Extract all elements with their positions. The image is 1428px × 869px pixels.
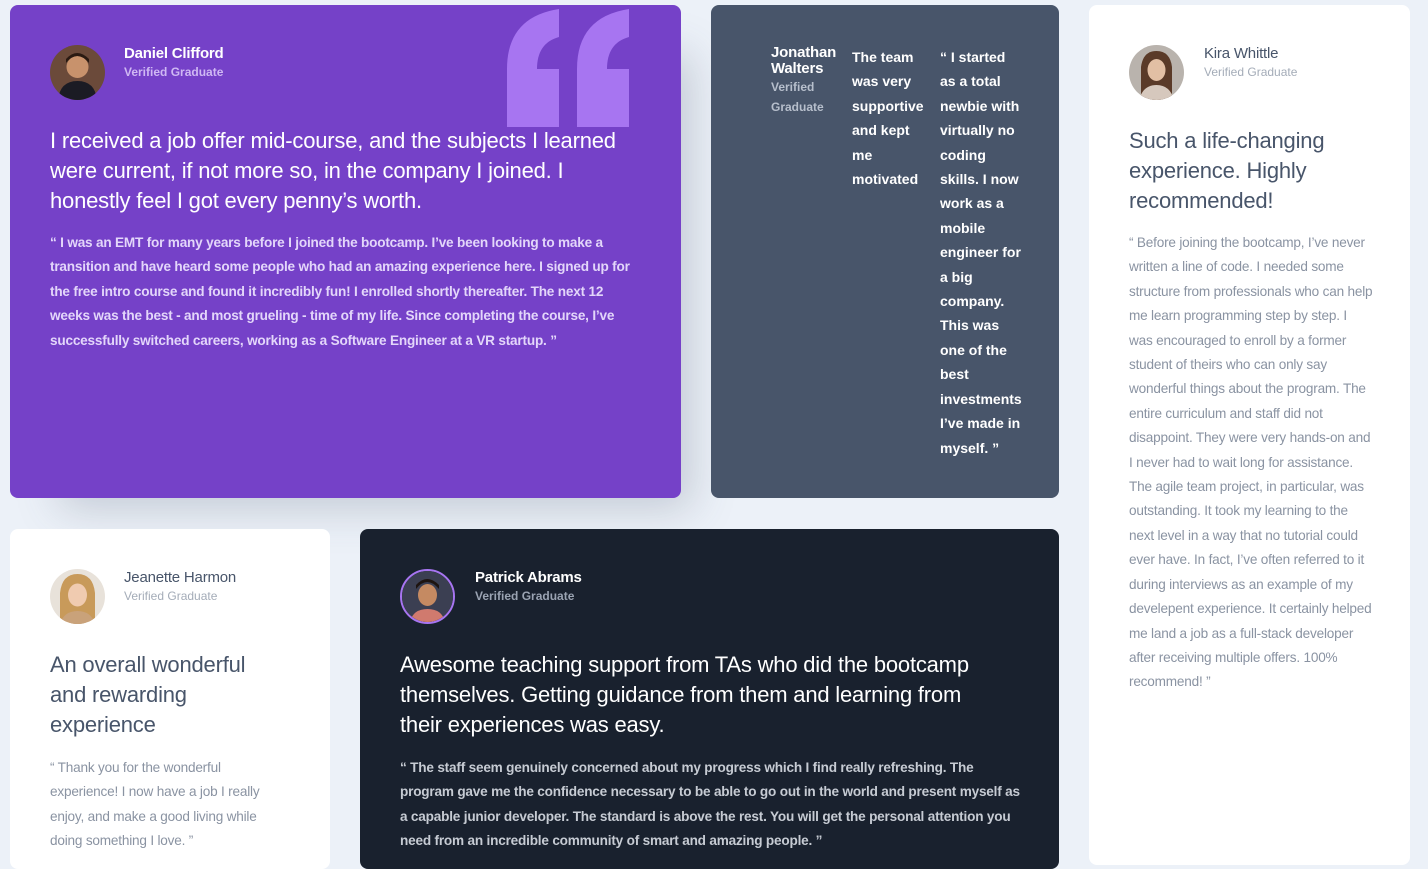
testimonial-headline: I received a job offer mid-course, and the subjects I learned were current, if not more so, in the company I joined. I honestly feel I got every penny’s worth.	[50, 128, 616, 213]
author-name: Jeanette Harmon	[124, 569, 237, 586]
author-name: Jonathan Walters	[771, 44, 837, 77]
testimonial-card-daniel	[10, 5, 681, 498]
quote-mark-icon	[497, 5, 637, 129]
testimonial-quote: “ The staff seem genuinely concerned about my progress which I find really refreshing. The program gave me the confidence necessary to be able to go out in the world and present myself as a capable junior developer. The standard is above the rest. You will get the personal attention you need from an incredible community of smart and amazing people. ”	[400, 760, 1020, 849]
author-name: Kira Whittle	[1204, 45, 1279, 62]
testimonial-quote: “ Thank you for the wonderful experience! I now have a job I really enjoy, and make a good living while doing something I love. ”	[50, 760, 260, 849]
avatar-kira-icon	[1129, 45, 1184, 100]
avatar-jeanette-icon	[50, 569, 105, 624]
avatar-patrick-icon	[400, 569, 455, 624]
author-role: Verified Graduate	[475, 589, 575, 603]
author-role: Verified Graduate	[124, 589, 218, 603]
testimonial-quote: “ I started as a total newbie with virtually no coding skills. I now work as a mobile engineer for a big company. This was one of the best investments I’ve made in myself. ”	[940, 49, 1022, 456]
avatar-daniel-icon	[50, 45, 105, 100]
testimonial-headline: An overall wonderful and rewarding experience	[50, 652, 246, 737]
author-role: Verified Graduate	[1204, 65, 1298, 79]
author-role: Verified Graduate	[771, 80, 824, 114]
author-name: Patrick Abrams	[475, 569, 582, 586]
testimonial-quote: “ Before joining the bootcamp, I’ve never written a line of code. I needed some structure from professionals who can help me learn programming step by step. I was encouraged to enroll by a former student of theirs who can only say wonderful things about the program. The entire curriculum and staff did not disappoint. They were very hands-on and I never had to wait long for assistance. The agile team project, in particular, was outstanding. It took my learning to the next level in a way that no tutorial could ever have. In fact, I’ve often referred to it during interviews as an example of my develepent experience. It certainly helped me land a job as a full-stack developer after receiving multiple offers. 100% recommend! ”	[1129, 235, 1373, 690]
testimonial-card-kira	[1089, 5, 1410, 865]
author-role: Verified Graduate	[124, 65, 224, 79]
author-name: Daniel Clifford	[124, 45, 224, 62]
testimonial-card-patrick	[360, 529, 1059, 869]
testimonial-headline: The team was very supportive and kept me motivated	[852, 49, 924, 188]
testimonial-card-jeanette	[10, 529, 330, 869]
testimonial-headline: Awesome teaching support from TAs who did the bootcamp themselves. Getting guidance from them and learning from their experiences was easy.	[400, 652, 969, 737]
testimonial-quote: “ I was an EMT for many years before I joined the bootcamp. I’ve been looking to make a transition and have heard some people who had an amazing experience here. I signed up for the free intro course and found it incredibly fun! I enrolled shortly thereafter. The next 12 weeks was the best - and most grueling - time of my life. Since completing the course, I’ve successfully switched careers, working as a Software Engineer at a VR startup. ”	[50, 235, 630, 348]
testimonial-headline: Such a life-changing experience. Highly recommended!	[1129, 128, 1325, 213]
testimonial-card-jonathan	[711, 5, 1059, 498]
